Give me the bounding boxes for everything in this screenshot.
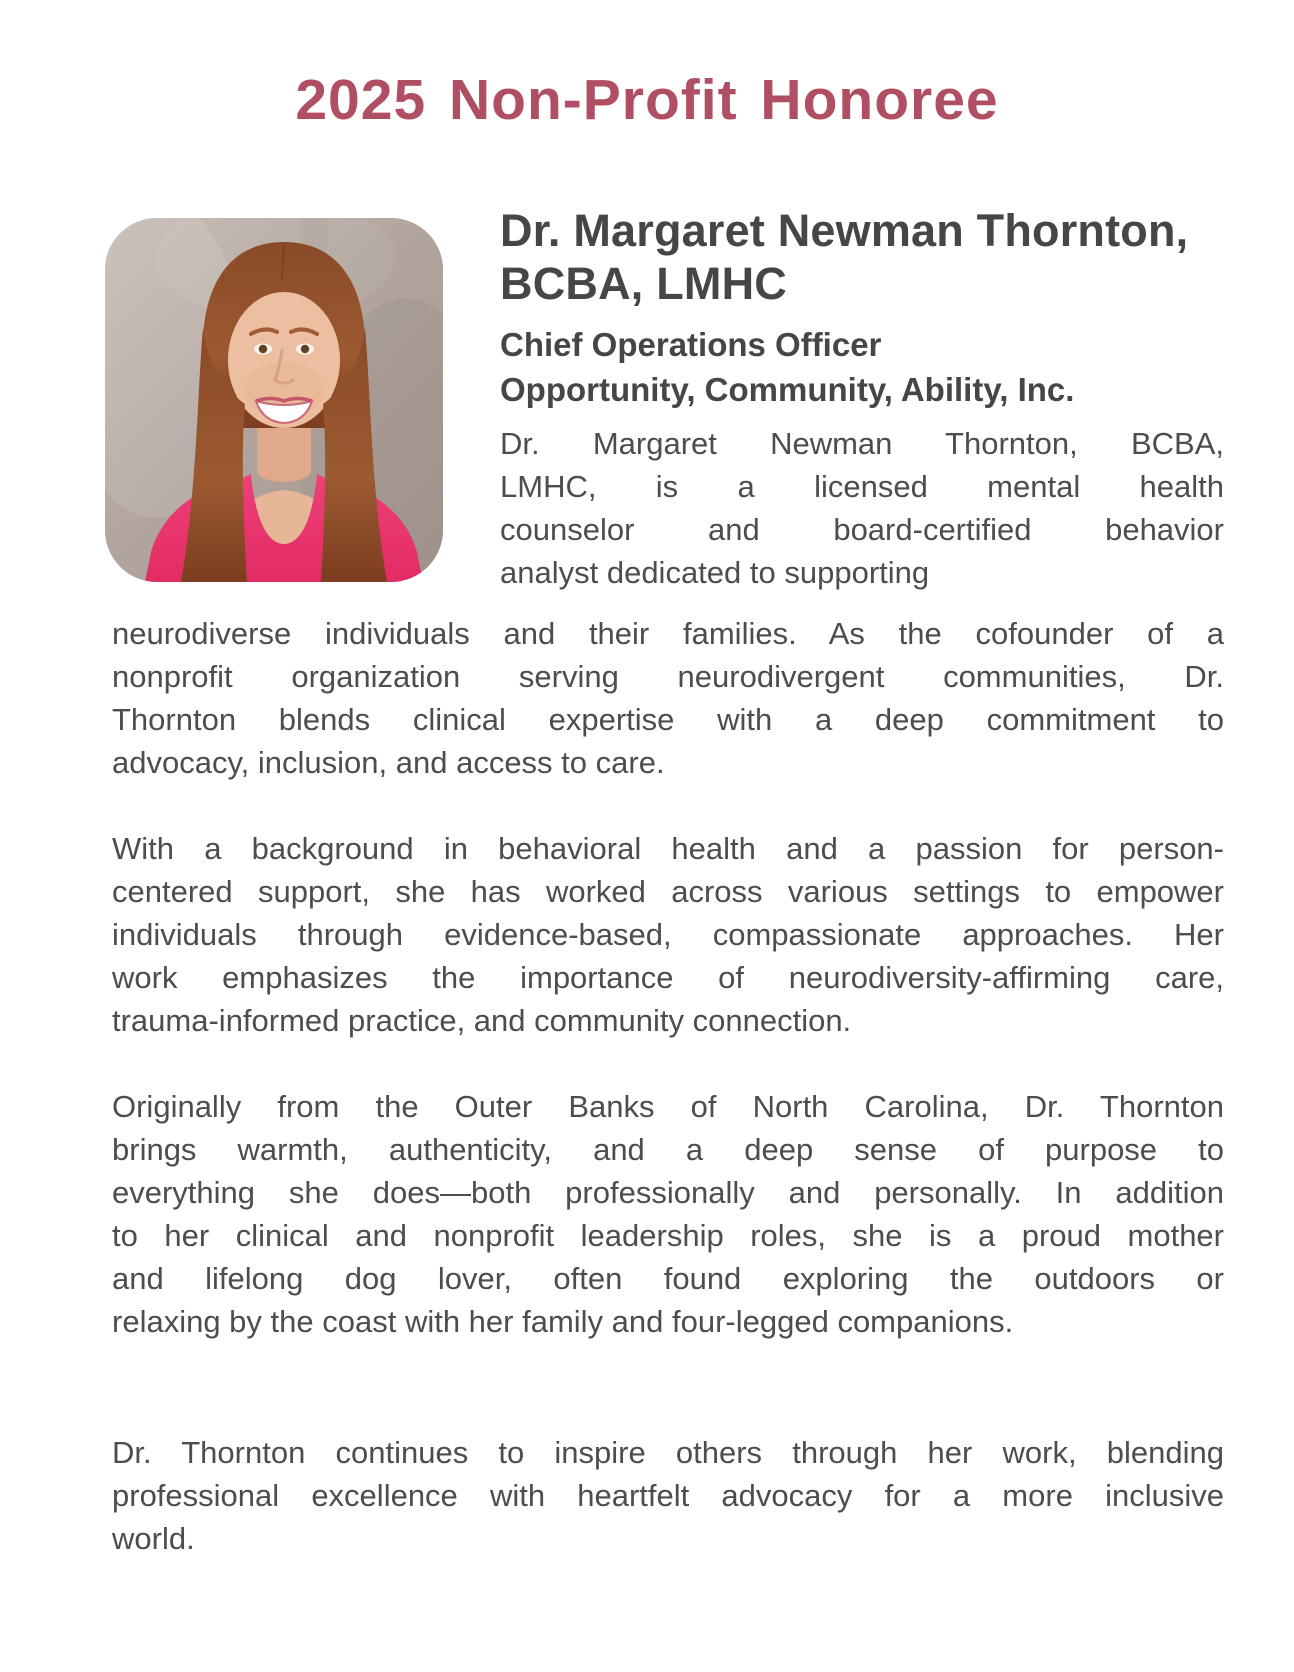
bio-paragraph (112, 1431, 1224, 1560)
text-line: to her clinical and nonprofit leadership roles, she is a proud mother (112, 1218, 1224, 1253)
honoree-name-line1: Dr. Margaret Newman Thornton, (500, 205, 1189, 256)
honoree-organization: Opportunity, Community, Ability, Inc. (500, 371, 1075, 408)
text-line: everything she does—both professionally and personally. In addition (112, 1175, 1224, 1210)
text-line: Thornton blends clinical expertise with a deep commitment to (112, 702, 1224, 737)
bio-paragraphs (112, 612, 1224, 1603)
text-line: relaxing by the coast with her family and four-legged companions. (112, 1304, 1014, 1339)
text-line: brings warmth, authenticity, and a deep sense of purpose to (112, 1132, 1224, 1167)
text-line: counselor and board-certified behavior (500, 512, 1224, 547)
text-line: neurodiverse individuals and their families. As the cofounder of a (112, 616, 1224, 651)
bio-paragraph (112, 1085, 1224, 1343)
text-line: centered support, she has worked across various settings to empower (112, 874, 1224, 909)
text-line: work emphasizes the importance of neurodiversity-affirming care, (112, 960, 1224, 995)
intro-paragraph (500, 422, 1224, 594)
honoree-name-line2: BCBA, LMHC (500, 258, 787, 309)
portrait-illustration (105, 218, 443, 582)
text-line: LMHC, is a licensed mental health (500, 469, 1224, 504)
page-title: 2025 Non-Profit Honoree (295, 68, 999, 132)
text-line: world. (112, 1521, 195, 1556)
text-line: professional excellence with heartfelt advocacy for a more inclusive (112, 1478, 1224, 1513)
text-line: individuals through evidence-based, compassionate approaches. Her (112, 917, 1224, 952)
text-line: Originally from the Outer Banks of North Carolina, Dr. Thornton (112, 1089, 1224, 1124)
text-line: analyst dedicated to supporting (500, 555, 930, 590)
text-line: trauma-informed practice, and community connection. (112, 1003, 852, 1038)
honoree-photo (105, 218, 443, 582)
text-line: Dr. Margaret Newman Thornton, BCBA, (500, 426, 1224, 461)
text-line: advocacy, inclusion, and access to care. (112, 745, 665, 780)
bio-paragraph (112, 827, 1224, 1042)
text-line: and lifelong dog lover, often found exploring the outdoors or (112, 1261, 1224, 1296)
text-line: With a background in behavioral health and a passion for person- (112, 831, 1224, 866)
honoree-role: Chief Operations Officer (500, 326, 882, 363)
text-line: Dr. Thornton continues to inspire others through her work, blending (112, 1435, 1224, 1470)
profile-header (500, 204, 1224, 594)
honoree-name (500, 204, 1224, 310)
bio-paragraph (112, 612, 1224, 784)
text-line: nonprofit organization serving neurodivergent communities, Dr. (112, 659, 1224, 694)
